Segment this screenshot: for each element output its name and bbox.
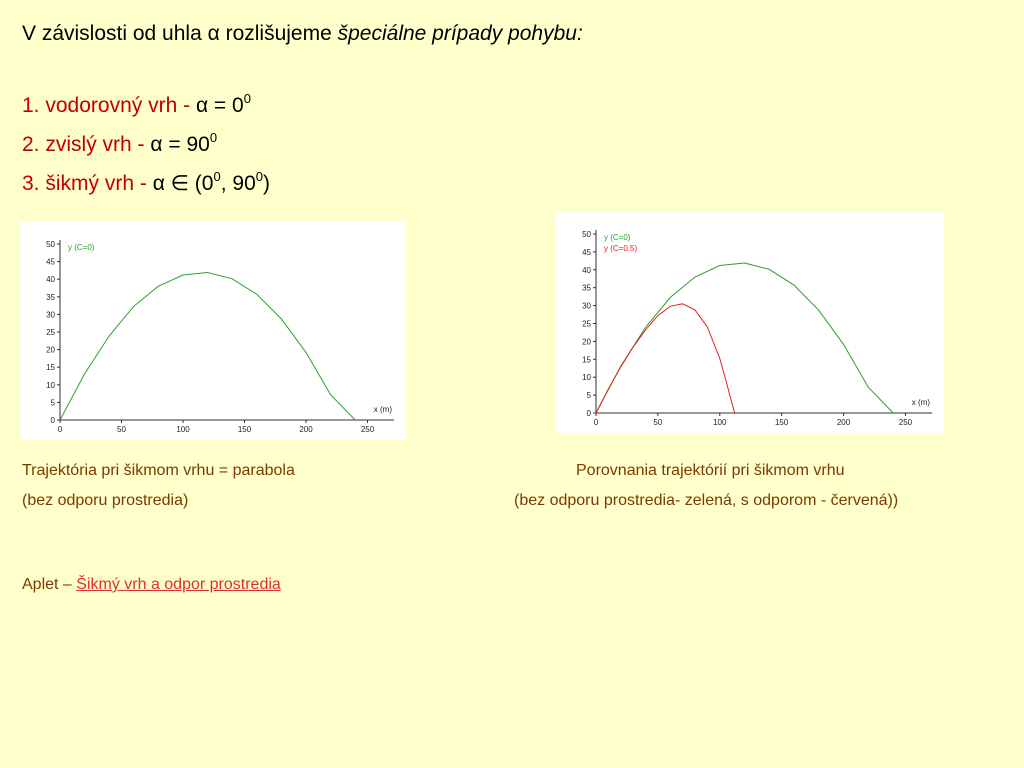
aplet-prefix: Aplet – [22,576,77,593]
y-tick-label: 15 [582,355,591,365]
case-formula-mid: , 90 [220,172,256,195]
y-tick-label: 10 [582,373,591,383]
y-tick-label: 10 [46,380,55,390]
comparison-chart-svg [556,212,944,433]
degree-sup: 0 [243,91,251,106]
y-tick-label: 45 [582,247,591,257]
series-line-1 [60,273,355,421]
case-number: 3. [22,172,46,195]
left-caption-line2: (bez odporu prostredia) [22,492,189,509]
y-tick-label: 50 [582,230,591,239]
intro-plain: V závislosti od uhla α rozlišujeme [22,22,338,45]
y-tick-label: 35 [582,283,591,293]
y-tick-label: 0 [50,416,55,425]
intro-text [22,22,583,46]
degree-sup: 0 [255,169,263,184]
x-axis-label: x (m) [373,405,392,414]
case-formula: α = 0 [195,94,244,117]
trajectory-chart [20,222,406,440]
y-tick-label: 25 [46,328,55,337]
left-caption-line1: Trajektória pri šikmom vrhu = parabola [22,462,295,479]
case-number: 2. [22,133,46,156]
case-2 [22,130,218,157]
x-tick-label: 250 [360,425,375,434]
y-tick-label: 45 [46,257,55,267]
legend-entry: y (C=0.5) [604,244,638,253]
degree-sup: 0 [209,130,218,145]
x-tick-label: 150 [237,425,252,434]
x-tick-label: 50 [117,425,126,434]
right-caption-line2: (bez odporu prostredia- zelená, s odporom - červená)) [514,492,899,509]
aplet-link[interactable]: Šikmý vrh a odpor prostredia [76,576,281,593]
y-tick-label: 15 [46,363,55,373]
right-caption-line1: Porovnania trajektórií pri šikmom vrhu [576,462,845,479]
case-formula: α ∈ (0 [152,172,214,195]
case-number: 1. [22,94,46,117]
case-3 [22,171,270,196]
legend-entry: y (C=0) [604,233,631,242]
x-tick-label: 100 [176,425,190,434]
degree-sup: 0 [213,169,221,184]
x-axis-label: x (m) [911,398,930,407]
series-line-1 [596,263,893,413]
x-tick-label: 200 [299,425,313,434]
y-tick-label: 0 [586,409,591,418]
y-tick-label: 30 [46,310,55,320]
y-tick-label: 5 [586,391,591,401]
y-tick-label: 30 [582,301,591,311]
y-tick-label: 20 [46,345,55,355]
case-label: vodorovný vrh - [45,94,191,117]
y-tick-label: 35 [46,292,55,302]
x-tick-label: 200 [836,418,851,427]
y-tick-label: 25 [582,319,591,329]
x-tick-label: 0 [593,418,599,427]
y-tick-label: 50 [46,240,55,249]
x-tick-label: 100 [713,418,727,427]
aplet-line [22,576,281,594]
legend-entry: y (C=0) [68,243,95,252]
comparison-chart [556,212,944,433]
case-label: zvislý vrh - [45,133,145,156]
case-1 [22,91,251,118]
x-tick-label: 50 [653,418,663,427]
case-formula-post: ) [262,172,270,195]
trajectory-chart-svg [20,222,406,440]
y-tick-label: 20 [582,337,591,347]
x-tick-label: 250 [898,418,913,427]
series-line-2 [596,304,735,413]
case-label: šikmý vrh - [45,172,147,195]
x-tick-label: 0 [57,425,63,434]
x-tick-label: 150 [774,418,789,427]
y-tick-label: 40 [46,275,55,285]
y-tick-label: 5 [50,398,55,408]
y-tick-label: 40 [582,265,591,275]
intro-emphasis: špeciálne prípady pohybu: [337,22,583,45]
case-formula: α = 90 [150,133,210,156]
